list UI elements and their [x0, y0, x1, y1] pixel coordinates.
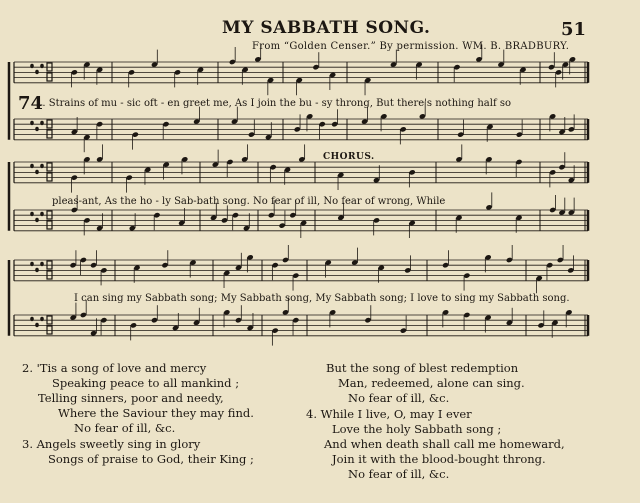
verse-3	[22, 437, 254, 467]
verse-2	[22, 361, 254, 436]
flat-sign	[30, 64, 34, 68]
time-signature	[47, 173, 52, 181]
verse-line: No fear of ill, &c.	[74, 421, 176, 435]
hymn-number: 74	[18, 93, 44, 114]
flat-sign	[40, 164, 44, 168]
verse-line: No fear of ill, &c.	[348, 467, 450, 481]
flat-sign	[35, 218, 39, 222]
flat-sign	[30, 262, 34, 266]
lyric-line-2: pleas-ant, As the ho - ly Sab-bath song. No fear of ill, No fear of wrong, While	[52, 196, 446, 207]
time-signature	[47, 73, 52, 81]
verse-4	[306, 407, 565, 482]
lyric-line-3: I can sing my Sabbath song; My Sabbath song, My Sabbath song; I love to sing my Sabbath song.	[74, 293, 570, 304]
time-signature	[47, 221, 52, 229]
flat-sign	[30, 164, 34, 168]
verse-line: No fear of ill, &c.	[348, 391, 450, 405]
flat-sign	[40, 317, 44, 321]
time-signature	[47, 326, 52, 334]
flat-sign	[40, 212, 44, 216]
verse-line: 3. Angels sweetly sing in glory	[22, 437, 201, 451]
verse-line: 2. 'Tis a song of love and mercy	[22, 361, 207, 375]
verse-line: Love the holy Sabbath song ;	[332, 422, 502, 436]
page-title: MY SABBATH SONG.	[222, 18, 431, 38]
flat-sign	[30, 121, 34, 125]
verse-line: And when death shall call me homeward,	[324, 437, 565, 451]
flat-sign	[40, 262, 44, 266]
verse-line: 4. While I live, O, may I ever	[306, 407, 472, 421]
flat-sign	[30, 317, 34, 321]
verse-line: Man, redeemed, alone can sing.	[338, 376, 525, 390]
flat-sign	[35, 268, 39, 272]
chorus-label: CHORUS.	[323, 152, 375, 162]
flat-sign	[40, 121, 44, 125]
verse-line: Where the Saviour they may find.	[58, 406, 254, 420]
verse-line: Telling sinners, poor and needy,	[38, 391, 224, 405]
verse-line: Songs of praise to God, their King ;	[48, 452, 254, 466]
verse-3-continued	[326, 361, 525, 406]
verse-line: Join it with the blood-bought throng.	[332, 452, 546, 466]
flat-sign	[30, 212, 34, 216]
flat-sign	[35, 170, 39, 174]
flat-sign	[35, 70, 39, 74]
verse-line: But the song of blest redemption	[326, 361, 519, 375]
flat-sign	[40, 64, 44, 68]
verse-line: Speaking peace to all mankind ;	[52, 376, 240, 390]
time-signature	[47, 130, 52, 138]
page-number: 51	[561, 19, 587, 40]
credit-line: From “Golden Censer.” By permission. WM. B. BRADBURY.	[252, 41, 570, 52]
flat-sign	[35, 127, 39, 131]
flat-sign	[35, 323, 39, 327]
lyric-line-1: 1. Strains of mu - sic oft - en greet me, As I join the bu - sy throng, But there's nothing half so	[36, 98, 511, 109]
time-signature	[47, 271, 52, 279]
